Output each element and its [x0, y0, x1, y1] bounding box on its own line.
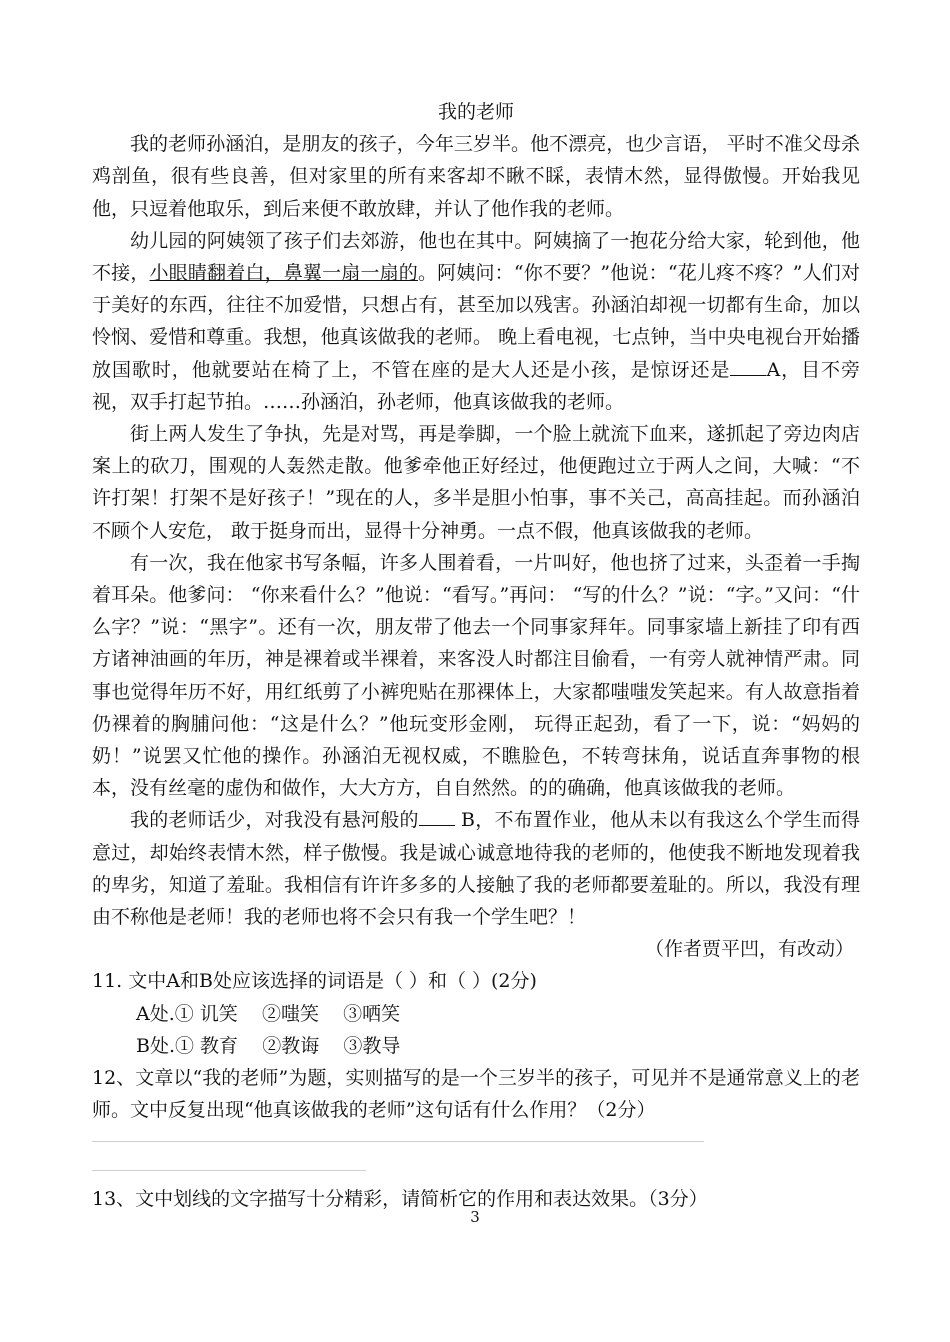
paragraph-4: 有一次，我在他家书写条幅，许多人围着看，一片叫好，他也挤了过来，头歪着一手掏着耳朵。他爹问： “你来看什么？”他说：“看写。”再问： “写的什么？”说：“字。”又问：“什么字？”说：“黑字”。还有一次，朋友带了他去一个同事家拜年。同事家墙上新挂了印有西方诸神油画的年历，神是裸着或半裸着，来客没人时都注目偷看，一有旁人就神情严肃。同事也觉得年历不好，用红纸剪了小裤兜贴在那裸体上，大家都嗤嗤发笑起来。有人故意指着仍裸着的胸脯问他：“这是什么？”他玩变形金刚， 玩得正起劲，看了一下，说：“妈妈的奶！”说罢又忙他的操作。孙涵泊无视权威，不瞧脸色，不转弯抹角，说话直奔事物的根本，没有丝毫的虚伪和做作，大大方方，自自然然。的的确确，他真该做我的老师。: [92, 551, 860, 800]
paragraph-2-text-a: 幼儿园的阿姨领了孩子们去郊游，他也在其中。阿姨摘了一抱花分给大家，轮到他，他不接，: [92, 229, 860, 285]
question-11-options-a: A处.① 讥笑 ②嗤笑 ③哂笑: [136, 1002, 401, 1025]
paragraph-2-text-b: 。阿姨问：“你不要？”他说：“花儿疼不疼？”人们对于美好的东西，往往不加爱惜，只想占有，甚至加以残害。孙涵泊却视一切都有生命，加以怜悯、爱惜和尊重。我想，他真该做我的老师。 晚上看电视，七点钟，当中央电视台开始播放国歌时，他就要站在椅了上，不管在座的是大人还是小孩，是惊讶还是: [92, 262, 860, 381]
question-11-options-b: B处.① 教育 ②教诲 ③教导: [136, 1034, 401, 1057]
document-page: [92, 96, 860, 1215]
blank-a: [730, 355, 766, 376]
paragraph-5-text-b: ，不布置作业，他从未以有我这么个学生而得意过，却始终表情木然，样子傲慢。我是诚心诚意地待我的老师的，他使我不断地发现着我的卑劣，知道了羞耻。我相信有许许多多的人接触了我的老师都要羞耻的。所以，我没有理由不称他是老师！我的老师也将不会只有我一个学生吧？！: [92, 809, 860, 929]
underlined-passage: 小眼睛翻着白，鼻翼一扇一扇的: [149, 262, 418, 285]
paragraph-5-text-a: 我的老师话少，对我没有悬河般的: [130, 809, 419, 832]
question-12: 12、文章以“我的老师”为题，实则描写的是一个三岁半的孩子，可见并不是通常意义上的老师。文中反复出现“他真该做我的老师”这句话有什么作用？（2分）: [92, 1067, 860, 1122]
blank-b-label: B: [454, 809, 475, 832]
paragraph-2: [92, 225, 860, 418]
paragraph-1: 我的老师孙涵泊，是朋友的孩子，今年三岁半。他不漂亮，也少言语， 平时不准父母杀鸡剖鱼，很有些良善，但对家里的所有来客却不瞅不睬，表情木然，显得傲慢。开始我见他，只逗着他取乐，到后来便不敢放肆，并认了他作我的老师。: [92, 133, 860, 220]
blank-b: [419, 805, 455, 826]
blank-a-label: A: [766, 358, 781, 381]
answer-line: [92, 1170, 366, 1171]
paragraph-2-text-c: ，目不旁视，双手打起节拍。……孙涵泊，孙老师，他真该做我的老师。: [92, 358, 860, 413]
question-11: 11. 文中A和B处应该选择的词语是（ ）和（ ）(2分): [92, 970, 537, 993]
article-title: 我的老师: [437, 101, 514, 123]
paragraph-3: 街上两人发生了争执，先是对骂，再是拳脚，一个脸上就流下血来，遂抓起了旁边肉店案上的砍刀，围观的人轰然走散。他爹牵他正好经过，他便跑过立于两人之间，大喊：“不许打架！打架不是好孩子！”现在的人，多半是胆小怕事，事不关己，高高挂起。而孙涵泊不顾个人安危， 敢于挺身而出，显得十分神勇。一点不假，他真该做我的老师。: [92, 423, 860, 542]
question-13: 13、文中划线的文字描写十分精彩，请简析它的作用和表达效果。（3分）: [92, 1187, 708, 1210]
paragraph-5: [92, 804, 860, 933]
page-number: 3: [470, 1208, 480, 1226]
source-note: （作者贾平凹，有改动）: [644, 938, 854, 961]
answer-line: [92, 1141, 704, 1142]
